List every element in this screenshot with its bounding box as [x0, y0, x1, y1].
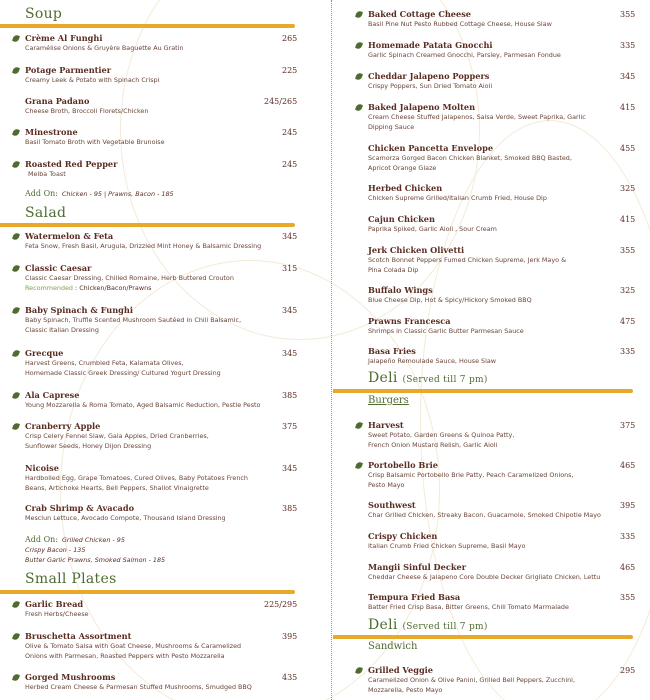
item-price: 225/295	[264, 600, 298, 609]
menu-item	[25, 599, 89, 620]
item-price: 295	[620, 666, 636, 675]
menu-item	[25, 672, 252, 693]
item-description: Shrimps in Classic Garlic Butter Parmesan Sauce	[368, 327, 524, 335]
item-price: 435	[282, 673, 298, 682]
menu-item	[368, 143, 572, 173]
veg-leaf-icon	[12, 128, 20, 137]
item-price: 345	[282, 232, 298, 241]
desc-line: Hardboiled Egg, Grape Tomatoes, Cured Olives, Baby Potatoes French	[25, 474, 248, 482]
recommended-value: : Chicken/Bacon/Prawns	[73, 283, 152, 292]
menu-item	[368, 592, 569, 613]
item-name: Garlic Bread	[25, 599, 84, 609]
item-description: Basil Tomato Broth with Vegetable Brunoise	[25, 138, 165, 146]
item-price: 375	[282, 422, 298, 431]
item-description: Melba Toast	[28, 170, 66, 178]
desc-line: Olive & Tomato Salsa with Goat Cheese, Mushrooms & Caramelized	[25, 642, 242, 650]
section-title-deli	[368, 370, 488, 386]
desc-line: Beans, Artichoke Hearts, Bell Peppers, Shallot Vinaigrette	[25, 483, 209, 492]
item-price: 355	[620, 10, 636, 19]
item-name: Southwest	[368, 500, 416, 510]
desc-line: Dipping Sauce	[368, 122, 415, 131]
item-description: Jalapeño Remoulade Sauce, House Slaw	[368, 357, 497, 365]
item-name: Cheddar Jalapeno Poppers	[368, 71, 490, 81]
addon-label: Add On:	[25, 535, 58, 544]
item-price: 385	[282, 504, 298, 513]
item-description: Italian Crumb Fried Chicken Supreme, Basil Mayo	[368, 542, 526, 550]
item-description: Feta Snow, Fresh Basil, Arugula, Drizzled Mint Honey & Balsamic Dressing	[25, 242, 262, 250]
item-name: Baked Jalapeno Molten	[368, 102, 476, 112]
item-name: Nicoise	[25, 463, 59, 473]
item-price: 385	[282, 391, 298, 400]
desc-line: Crisp Balsamic Portobello Brie Patty, Peach Caramelized Onions,	[368, 471, 574, 479]
desc-line: Sunflower Seeds, Honey Dijon Dressing	[25, 441, 152, 450]
item-description: Creamy Leek & Potato with Spinach Crispi	[25, 76, 160, 84]
item-description	[25, 316, 241, 335]
item-name: Buffalo Wings	[368, 285, 433, 295]
subheading-sandwich: Sandwich	[368, 641, 418, 652]
desc-line: Pina Colada Dip	[368, 265, 419, 274]
section-bar	[0, 590, 295, 594]
menu-item	[25, 127, 165, 148]
item-description	[25, 432, 209, 451]
addon-text: Chicken - 95 | Prawns, Bacon - 185	[61, 190, 174, 198]
item-price: 415	[620, 103, 636, 112]
item-description: Batter Fried Crisp Basa, Bitter Greens, Chili Tomato Marmalade	[368, 603, 569, 611]
item-price: 315	[282, 264, 298, 273]
item-price: 395	[620, 501, 636, 510]
desc-line: Cream Cheese Stuffed Jalapenos, Salsa Verde, Sweet Paprika, Garlic	[368, 113, 586, 121]
item-description	[368, 113, 586, 132]
deli-subtitle: (Served till 7 pm)	[402, 622, 488, 632]
menu-item	[25, 33, 184, 54]
recommended-label: Recommended	[25, 283, 73, 292]
item-price: 475	[620, 317, 636, 326]
item-name: Basa Fries	[368, 346, 416, 356]
desc-line: Mozzarella, Pesto Mayo	[368, 685, 443, 694]
veg-leaf-icon	[12, 232, 20, 241]
item-description: Cheese Broth, Broccoli Florets/Chicken	[25, 107, 149, 115]
menu-item	[368, 500, 601, 521]
menu-item	[368, 420, 514, 450]
item-name: Classic Caesar	[25, 263, 92, 273]
item-price: 375	[620, 421, 636, 430]
item-description: Mesclun Lettuce, Avocado Compote, Thousand Island Dressing	[25, 514, 226, 522]
soup-addon	[25, 189, 174, 199]
menu-item	[25, 503, 226, 524]
menu-item	[25, 305, 241, 335]
item-name: Watermelon & Feta	[25, 231, 114, 241]
item-name: Tempura Fried Basa	[368, 592, 461, 602]
menu-item	[368, 102, 586, 132]
desc-line: Crisp Celery Fennel Slaw, Gala Apples, Dried Cranberries,	[25, 432, 209, 440]
item-price: 335	[620, 41, 636, 50]
item-name: Chicken Pancetta Envelope	[368, 143, 494, 153]
item-price: 465	[620, 563, 636, 572]
item-name: Roasted Red Pepper	[25, 159, 118, 169]
item-description: Char Grilled Chicken, Streaky Bacon, Guacamole, Smoked Chipotle Mayo	[368, 511, 601, 519]
item-price: 415	[620, 215, 636, 224]
item-name: Cranberry Apple	[25, 421, 101, 431]
item-name: Crispy Chicken	[368, 531, 438, 541]
item-price: 345	[282, 464, 298, 473]
item-name: Herbed Chicken	[368, 183, 443, 193]
item-description: Caramélise Onions & Gruyère Baguette Au Gratin	[25, 44, 184, 52]
item-name: Harvest	[368, 420, 404, 430]
item-description: Blue Cheese Dip, Hot & Spicy/Hickory Smoked BBQ	[368, 296, 532, 304]
addon-text: Grilled Chicken - 95	[61, 536, 125, 544]
item-name: Bruschetta Assortment	[25, 631, 132, 641]
item-price: 395	[282, 632, 298, 641]
menu-item	[368, 40, 561, 61]
item-description: Paprika Spiked, Garlic Aioli , Sour Cream	[368, 225, 497, 233]
menu-item	[25, 159, 117, 180]
menu-item	[368, 531, 525, 552]
item-name: Prawns Francesca	[368, 316, 451, 326]
menu-item	[368, 460, 574, 490]
item-price: 335	[620, 532, 636, 541]
item-description: Basil Pine Nut Pesto Rubbed Cottage Cheese, House Slaw	[368, 20, 552, 28]
desc-line: Scamorza Gorged Bacon Chicken Blanket, Smoked BBQ Basted,	[368, 154, 572, 162]
menu-item	[25, 231, 261, 252]
menu-item	[25, 390, 260, 411]
menu-item	[25, 631, 241, 661]
item-description	[25, 474, 248, 493]
desc-line: Onions with Parmesan, Roasted Peppers with Pesto Mozzarella	[25, 651, 225, 660]
veg-leaf-icon	[12, 632, 20, 641]
item-name: Portobello Brie	[368, 460, 438, 470]
veg-leaf-icon	[12, 422, 20, 431]
item-name: Grilled Veggie	[368, 665, 433, 675]
section-bar	[0, 223, 295, 227]
menu-item	[368, 183, 547, 204]
item-price: 345	[620, 72, 636, 81]
addon-text: Crispy Bacon - 135	[25, 546, 86, 554]
item-name: Ala Caprese	[25, 390, 80, 400]
item-description	[368, 154, 572, 173]
column-divider	[331, 0, 332, 700]
item-description	[368, 256, 566, 275]
desc-line: Caramelized Onion & Olive Panini, Grilled Bell Peppers, Zucchini,	[368, 676, 575, 684]
item-price: 345	[282, 349, 298, 358]
veg-leaf-icon	[12, 306, 20, 315]
desc-line: Apricot Orange Glaze	[368, 163, 437, 172]
desc-line: Homemade Classic Greek Dressing/ Cultured Yogurt Dressing	[25, 368, 221, 377]
menu-item	[368, 285, 532, 306]
desc-line: Pesto Mayo	[368, 480, 405, 489]
item-name: Gorged Mushrooms	[25, 672, 116, 682]
item-description	[368, 431, 514, 450]
item-name: Baby Spinach & Funghi	[25, 305, 133, 315]
menu-item	[25, 65, 159, 86]
desc-line: French Onion Mustard Relish, Garlic Aioli	[368, 440, 498, 449]
menu-item	[368, 71, 492, 92]
item-description: Classic Caesar Dressing, Chilled Romaine, Herb Buttered Crouton	[25, 274, 234, 282]
menu-item	[368, 245, 566, 275]
item-description	[25, 642, 241, 661]
item-description: Garlic Spinach Creamed Gnocchi, Parsley, Parmesan Fondue	[368, 51, 561, 59]
section-title-small-plates: Small Plates	[25, 571, 117, 587]
section-bar	[0, 24, 295, 28]
item-name: Crème Al Funghi	[25, 33, 103, 43]
addon-label: Add On:	[25, 189, 58, 198]
veg-leaf-icon	[12, 34, 20, 43]
section-title-soup: Soup	[25, 6, 63, 22]
menu-item	[368, 9, 552, 30]
section-title-deli-sandwich	[368, 617, 488, 633]
veg-leaf-icon	[12, 391, 20, 400]
item-price: 265	[282, 34, 298, 43]
item-name: Grana Padano	[25, 96, 90, 106]
item-price: 325	[620, 286, 636, 295]
veg-leaf-icon	[12, 349, 20, 358]
veg-leaf-icon	[12, 160, 20, 169]
menu-item	[368, 562, 600, 583]
veg-leaf-icon	[12, 264, 20, 273]
item-price: 465	[620, 461, 636, 470]
veg-leaf-icon	[12, 66, 20, 75]
item-price: 455	[620, 144, 636, 153]
deli-title: Deli	[368, 617, 398, 633]
desc-line: Classic Italian Dressing	[25, 325, 99, 334]
item-price: 335	[620, 347, 636, 356]
veg-leaf-icon	[12, 600, 20, 609]
section-title-salad: Salad	[25, 205, 67, 221]
item-description: Fresh Herbs/Cheese	[25, 610, 89, 618]
desc-line: Baby Spinach, Truffle Scented Mushroom Sautéed in Chili Balsamic,	[25, 316, 242, 324]
menu-item	[368, 346, 496, 367]
menu-item	[368, 316, 524, 337]
menu-item	[25, 96, 148, 117]
subheading-burgers: Burgers	[368, 395, 409, 406]
desc-line: Sweet Potato, Garden Greens & Quinoa Patty,	[368, 431, 515, 439]
item-price: 355	[620, 246, 636, 255]
addon-text: Butter Garlic Prawns, Smoked Salmon - 185	[25, 556, 166, 564]
item-description	[368, 676, 575, 695]
item-price: 245/265	[264, 97, 298, 106]
item-price: 355	[620, 593, 636, 602]
item-description: Herbed Cream Cheese & Parmesan Stuffed Mushrooms, Smudged BBQ	[25, 683, 252, 691]
item-name: Jerk Chicken Olivetti	[368, 245, 465, 255]
item-name: Homemade Patata Gnocchi	[368, 40, 493, 50]
item-description: Young Mozzarella & Roma Tomato, Aged Balsamic Reduction, Pestle Pesto	[25, 401, 261, 409]
item-description	[25, 359, 221, 378]
menu-item	[25, 421, 209, 451]
item-price: 325	[620, 184, 636, 193]
veg-leaf-icon	[12, 673, 20, 682]
item-price: 225	[282, 66, 298, 75]
salad-addon	[25, 535, 165, 565]
item-description: Chicken Supreme Grilled/Italian Crumb Fried, House Dip	[368, 194, 547, 202]
item-name: Potage Parmentier	[25, 65, 112, 75]
menu-item	[25, 348, 221, 378]
item-name: Mangii Sinful Decker	[368, 562, 467, 572]
desc-line: Harvest Greens, Crumbled Feta, Kalamata Olives,	[25, 359, 184, 367]
menu-item	[25, 463, 248, 493]
item-price: 245	[282, 160, 298, 169]
deli-subtitle: (Served till 7 pm)	[402, 375, 488, 385]
menu-item	[368, 214, 497, 235]
deli-title: Deli	[368, 370, 398, 386]
item-name: Grecque	[25, 348, 64, 358]
section-bar	[333, 635, 633, 639]
item-name: Baked Cottage Cheese	[368, 9, 472, 19]
item-recommended	[25, 284, 234, 294]
item-description: Cheddar Cheese & Jalapeno Core Double Decker Grigliato Chicken, Lettu	[368, 573, 601, 581]
item-price: 245	[282, 128, 298, 137]
item-name: Crab Shrimp & Avacado	[25, 503, 135, 513]
item-name: Cajun Chicken	[368, 214, 435, 224]
item-name: Minestrone	[25, 127, 78, 137]
item-description: Crispy Poppers, Sun Dried Tomato Aioli	[368, 82, 493, 90]
desc-line: Scotch Bonnet Peppers Fumed Chicken Supreme, Jerk Mayo &	[368, 256, 567, 264]
item-price: 345	[282, 306, 298, 315]
section-bar	[333, 389, 633, 393]
menu-item	[368, 665, 575, 695]
menu-item	[25, 263, 234, 293]
item-description	[368, 471, 574, 490]
